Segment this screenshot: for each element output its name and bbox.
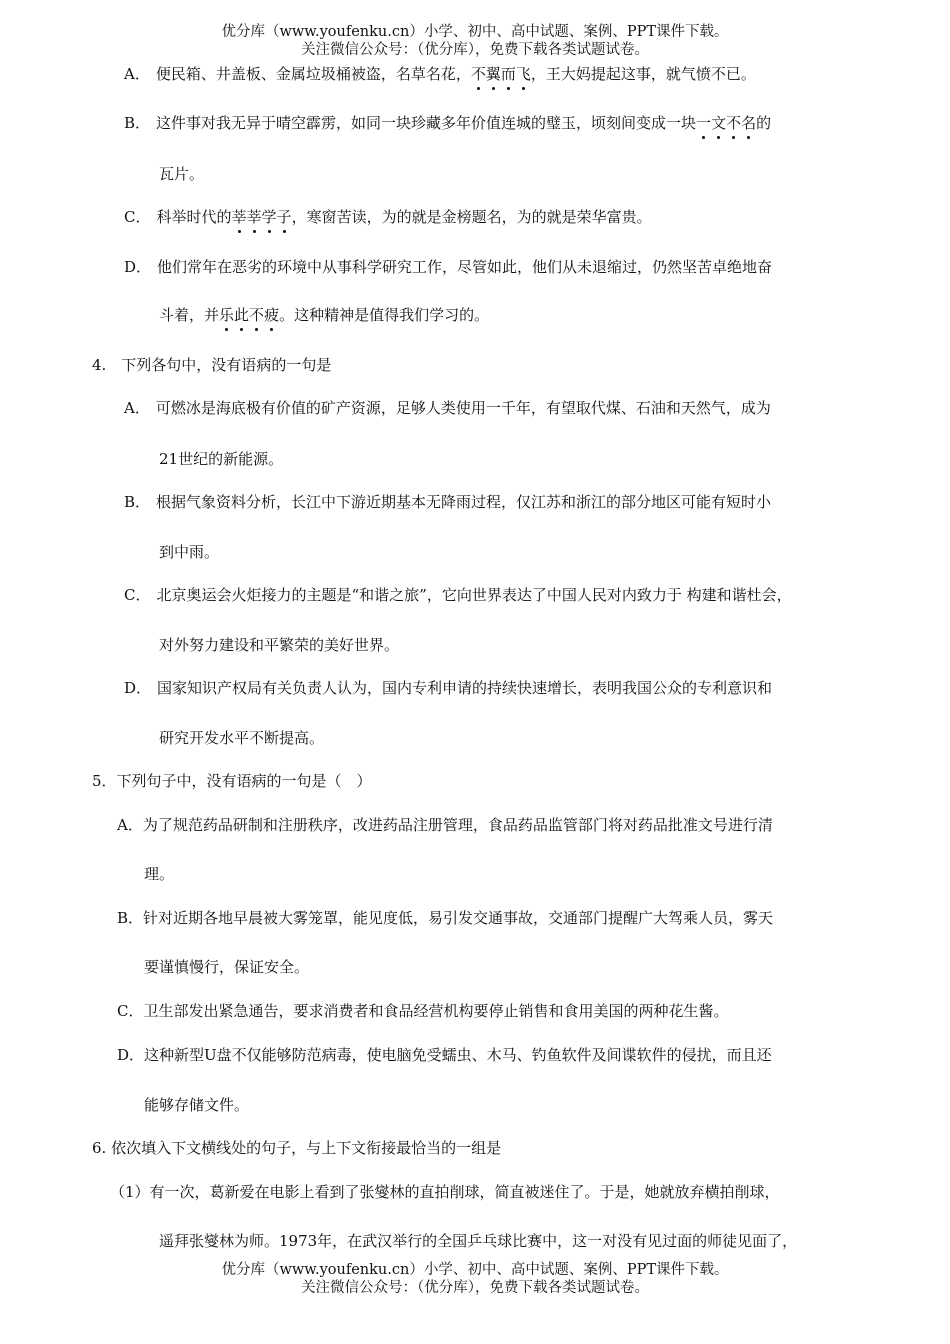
option-label: D． [124,679,152,697]
option-label: C． [117,1002,144,1020]
q6-passage-1-cont: 遥拜张燮林为师。1973年，在武汉举行的全国乒乓球比赛中，这一对没有见过面的师徒见面了， [159,1232,798,1250]
q3-option-b: B． 这件事对我无异于晴空霹雳，如同一块珍藏多年价值连城的璧玉，顷刻间变成一块一文不名的 [124,114,772,132]
option-label: C． [124,586,151,604]
q4-option-c-cont: 对外努力建设和平繁荣的美好世界。 [159,636,400,654]
q4-option-d-cont: 研究开发水平不断提高。 [159,729,325,747]
option-label: C． [124,208,151,226]
q6-stem: 6. 依次填入下文横线处的句子，与上下文衔接最恰当的一组是 [92,1139,502,1157]
q4-option-d: D． 国家知识产权局有关负责人认为，国内专利申请的持续快速增长，表明我国公众的专利意识和 [124,679,773,697]
q4-stem: 4. 下列各句中，没有语病的一句是 [92,356,332,374]
option-label: B． [117,909,144,927]
q4-option-c: C． 北京奥运会火炬接力的主题是“和谐之旅”，它向世界表达了中国人民对内致力于 构建和谐杜会， [124,586,792,604]
q3-option-d-cont: 斗着，并乐此不疲。这种精神是值得我们学习的。 [159,306,490,324]
option-label: D． [117,1046,145,1064]
q5-option-d: D．这种新型U盘不仅能够防范病毒，使电脑免受蠕虫、木马、钓鱼软件及间谍软件的侵扰，而且还 [117,1046,772,1064]
q6-passage-1: （1）有一次，葛新爱在电影上看到了张燮林的直拍削球，简直被迷住了。于是，她就放弃横拍削球， [110,1183,780,1201]
footer-line-2: 关注微信公众号：（优分库），免费下载各类试题试卷。 [301,1280,649,1296]
option-label: B． [124,493,151,511]
q5-option-b-cont: 要谨慎慢行，保证安全。 [144,958,310,976]
option-label: B． [124,114,151,132]
q4-option-b: B． 根据气象资料分析，长江中下游近期基本无降雨过程，仅江苏和浙江的部分地区可能有短时小 [124,493,772,511]
option-label: A． [117,816,143,834]
q5-stem: 5．下列句子中，没有语病的一句是（ ） [92,772,372,790]
q3-option-d: D． 他们常年在恶劣的环境中从事科学研究工作，尽管如此，他们从未退缩过，仍然坚苦卓绝地奋 [124,258,773,276]
q5-option-a: A．为了规范药品研制和注册秩序，改进药品注册管理，食品药品监管部门将对药品批准文号进行清 [117,816,773,834]
option-label: D． [124,258,152,276]
q4-option-a: A． 可燃冰是海底极有价值的矿产资源，足够人类使用一千年，有望取代煤、石油和天然气，成为 [124,399,771,417]
q5-option-c: C．卫生部发出紧急通告，要求消费者和食品经营机构要停止销售和食用美国的两种花生酱。 [117,1002,729,1020]
passage-label: （1） [110,1183,150,1201]
q4-option-a-cont: 21世纪的新能源。 [159,450,284,468]
q5-option-a-cont: 理。 [144,865,175,883]
option-label: A． [124,65,150,83]
q5-option-b: B．针对近期各地早晨被大雾笼罩，能见度低，易引发交通事故，交通部门提醒广大驾乘人员，雾天 [117,909,774,927]
option-label: A． [124,399,150,417]
q3-option-c: C． 科举时代的莘莘学子，寒窗苦读，为的就是金榜题名，为的就是荣华富贵。 [124,208,652,226]
q3-option-a: A． 便民箱、井盖板、金属垃圾桶被盗，名草名花，不翼而飞，王大妈提起这事，就气愤不已。 [124,65,756,83]
q5-option-d-cont: 能够存储文件。 [144,1096,250,1114]
footer-line-1: 优分库（www.youfenku.cn）小学、初中、高中试题、案例、PPT课件下载。 [221,1262,729,1278]
q3-option-b-cont: 瓦片。 [159,165,205,183]
q4-option-b-cont: 到中雨。 [159,543,220,561]
header-line-2: 关注微信公众号：（优分库），免费下载各类试题试卷。 [301,42,649,58]
header-line-1: 优分库（www.youfenku.cn）小学、初中、高中试题、案例、PPT课件下载。 [221,24,729,40]
